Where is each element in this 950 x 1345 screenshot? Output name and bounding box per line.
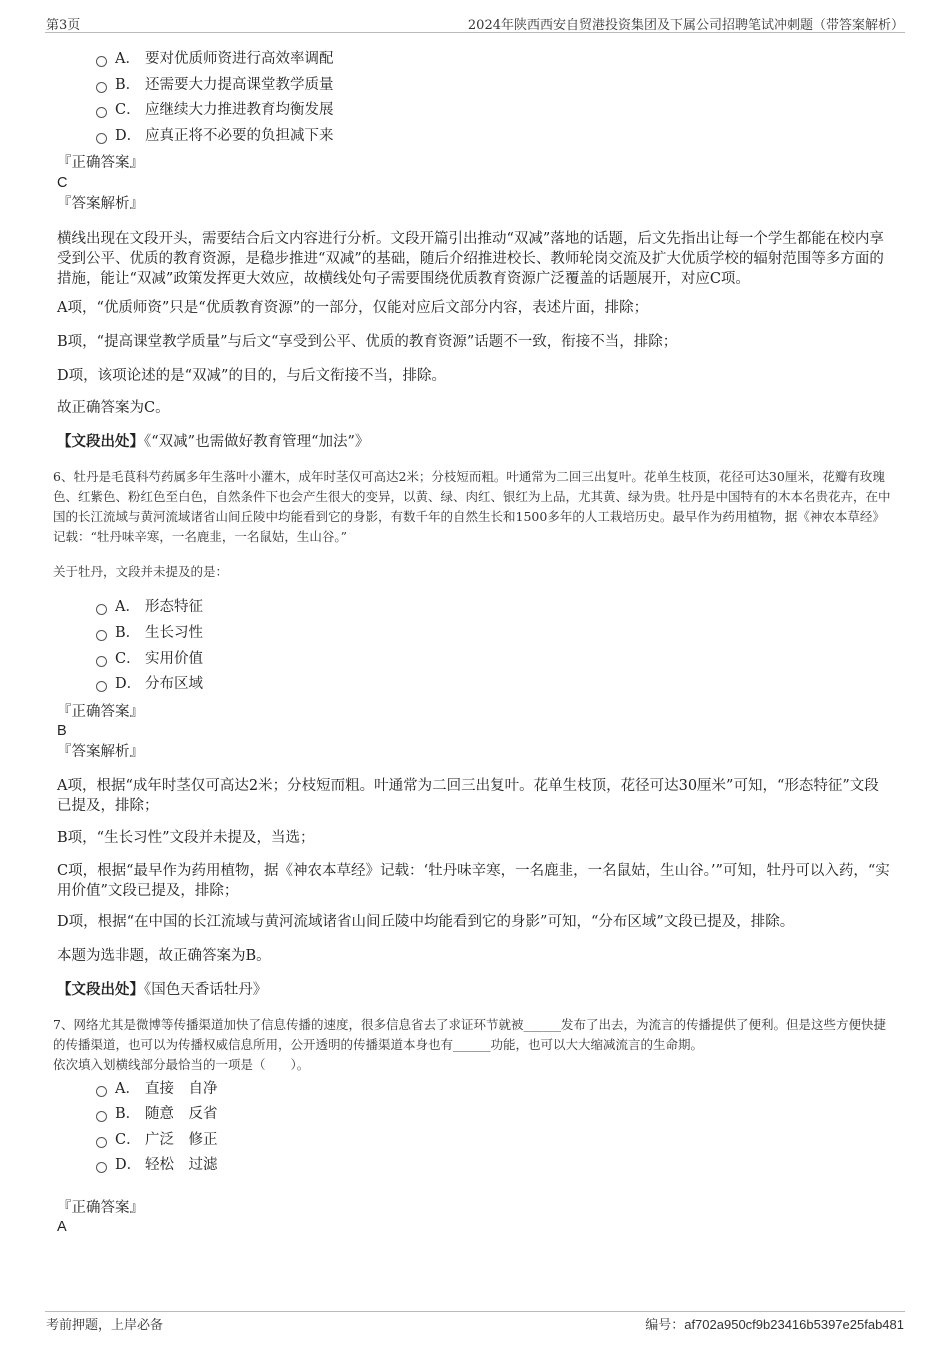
header-divider — [45, 32, 905, 33]
radio-icon[interactable] — [96, 1086, 107, 1097]
q5-conclusion: 故正确答案为C。 — [57, 400, 170, 416]
q5-option-c[interactable]: C． 应继续大力推进教育均衡发展 — [96, 100, 334, 120]
q6-option-c[interactable]: C． 实用价值 — [96, 649, 203, 669]
q6-analysis-label: 『答案解析』 — [57, 744, 144, 760]
q5-answer: C — [57, 175, 68, 191]
q5-option-d[interactable]: D． 应真正将不必要的负担减下来 — [96, 126, 334, 146]
q5-analysis-intro: 横线出现在文段开头，需要结合后文内容进行分析。文段开篇引出推动“双减”落地的话题，后文先指出让每一个学生都能在校内享受到公平、优质的教育资源，是稳步推进“双减”的基础，随后介绍推进校长、教师轮岗交流及扩大优质学校的辐射范围等多方面的措施，能让“双减”政策发挥更大效应，故横线处句子需要围绕优质教育资源广泛覆盖的话题展开，对应C项。 — [57, 231, 884, 287]
q7-answer: A — [57, 1219, 67, 1235]
radio-icon[interactable] — [96, 1111, 107, 1122]
q5-source: 【文段出处】《“双减”也需做好教育管理“加法”》 — [57, 433, 370, 450]
q6-answer-label: 『正确答案』 — [57, 704, 144, 720]
radio-icon[interactable] — [96, 1162, 107, 1173]
radio-icon[interactable] — [96, 56, 107, 67]
q5-analysis-b: B项，“提高课堂教学质量”与后文“享受到公平、优质的教育资源”话题不一致，衔接不当，排除； — [57, 334, 678, 350]
q6-source: 【文段出处】《国色天香话牡丹》 — [57, 981, 268, 998]
q7-option-c[interactable]: C． 广泛 修正 — [96, 1130, 218, 1150]
q5-analysis-d: D项，该项论述的是“双减”的目的，与后文衔接不当，排除。 — [57, 368, 446, 384]
q7-option-b[interactable]: B． 随意 反省 — [96, 1104, 218, 1124]
q5-option-b[interactable]: B． 还需要大力提高课堂教学质量 — [96, 75, 334, 95]
radio-icon[interactable] — [96, 107, 107, 118]
radio-icon[interactable] — [96, 681, 107, 692]
q7-question: 依次填入划横线部分最恰当的一项是（ ）。 — [53, 1057, 310, 1072]
q7-stem: 7、网络尤其是微博等传播渠道加快了信息传播的速度，很多信息省去了求证环节就被______发布了出去，为流言的传播提供了便利。但是这些方便快捷的传播渠道，也可以为传播权威信息所用，公开透明的传播渠道本身也有______功能，也可以大大缩减流言的生命期。 — [53, 1017, 886, 1052]
radio-icon[interactable] — [96, 630, 107, 641]
radio-icon[interactable] — [96, 604, 107, 615]
q6-conclusion: 本题为选非题，故正确答案为B。 — [57, 948, 271, 964]
q6-analysis-d: D项，根据“在中国的长江流域与黄河流域诸省山间丘陵中均能看到它的身影”可知，“分布区域”文段已提及，排除。 — [57, 914, 795, 930]
footer-slogan: 考前押题，上岸必备 — [46, 1318, 164, 1333]
q5-option-a[interactable]: A． 要对优质师资进行高效率调配 — [96, 49, 334, 69]
q7-option-a[interactable]: A． 直接 自净 — [96, 1079, 218, 1099]
document-title: 2024年陕西西安自贸港投资集团及下属公司招聘笔试冲刺题（带答案解析） — [467, 18, 904, 33]
radio-icon[interactable] — [96, 1137, 107, 1148]
q5-answer-label: 『正确答案』 — [57, 155, 144, 171]
q5-analysis-label: 『答案解析』 — [57, 196, 144, 212]
radio-icon[interactable] — [96, 656, 107, 667]
q6-stem: 6、牡丹是毛茛科芍药属多年生落叶小灌木，成年时茎仅可高达2米；分枝短而粗。叶通常为二回三出复叶。花单生枝顶，花径可达30厘米，花瓣有玫瑰色、红紫色、粉红色至白色，自然条件下也会产生很大的变异，以黄、绿、肉红、银红为上品，尤其黄、绿为贵。牡丹是中国特有的木本名贵花卉，在中国的长江流域与黄河流域诸省山间丘陵中均能看到它的身影，有数千年的自然生长和1500多年的人工栽培历史。最早作为药用植物，据《神农本草经》记载：“牡丹味辛寒，一名鹿韭，一名鼠姑，生山谷。” — [53, 469, 891, 544]
q6-analysis-b: B项，“生长习性”文段并未提及，当选； — [57, 830, 315, 846]
radio-icon[interactable] — [96, 133, 107, 144]
q5-analysis-a: A项，“优质师资”只是“优质教育资源”的一部分，仅能对应后文部分内容，表述片面，排除； — [57, 300, 649, 316]
radio-icon[interactable] — [96, 82, 107, 93]
q7-option-d[interactable]: D． 轻松 过滤 — [96, 1155, 218, 1175]
q6-option-d[interactable]: D． 分布区域 — [96, 674, 203, 694]
q6-answer: B — [57, 723, 67, 739]
q6-option-a[interactable]: A． 形态特征 — [96, 597, 203, 617]
footer-divider — [45, 1311, 905, 1312]
q6-question: 关于牡丹，文段并未提及的是： — [53, 564, 229, 579]
q6-option-b[interactable]: B． 生长习性 — [96, 623, 203, 643]
q6-analysis-a: A项，根据“成年时茎仅可高达2米；分枝短而粗。叶通常为二回三出复叶。花单生枝顶，花径可达30厘米”可知，“形态特征”文段已提及，排除； — [57, 778, 879, 814]
page-number: 第3页 — [46, 18, 81, 33]
document-id: 编号：af702a950cf9b23416b5397e25fab481 — [645, 1317, 904, 1332]
q6-analysis-c: C项，根据“最早作为药用植物，据《神农本草经》记载：‘牡丹味辛寒，一名鹿韭，一名鼠姑，生山谷。’”可知，牡丹可以入药，“实用价值”文段已提及，排除； — [57, 863, 890, 899]
q7-answer-label: 『正确答案』 — [57, 1200, 144, 1216]
